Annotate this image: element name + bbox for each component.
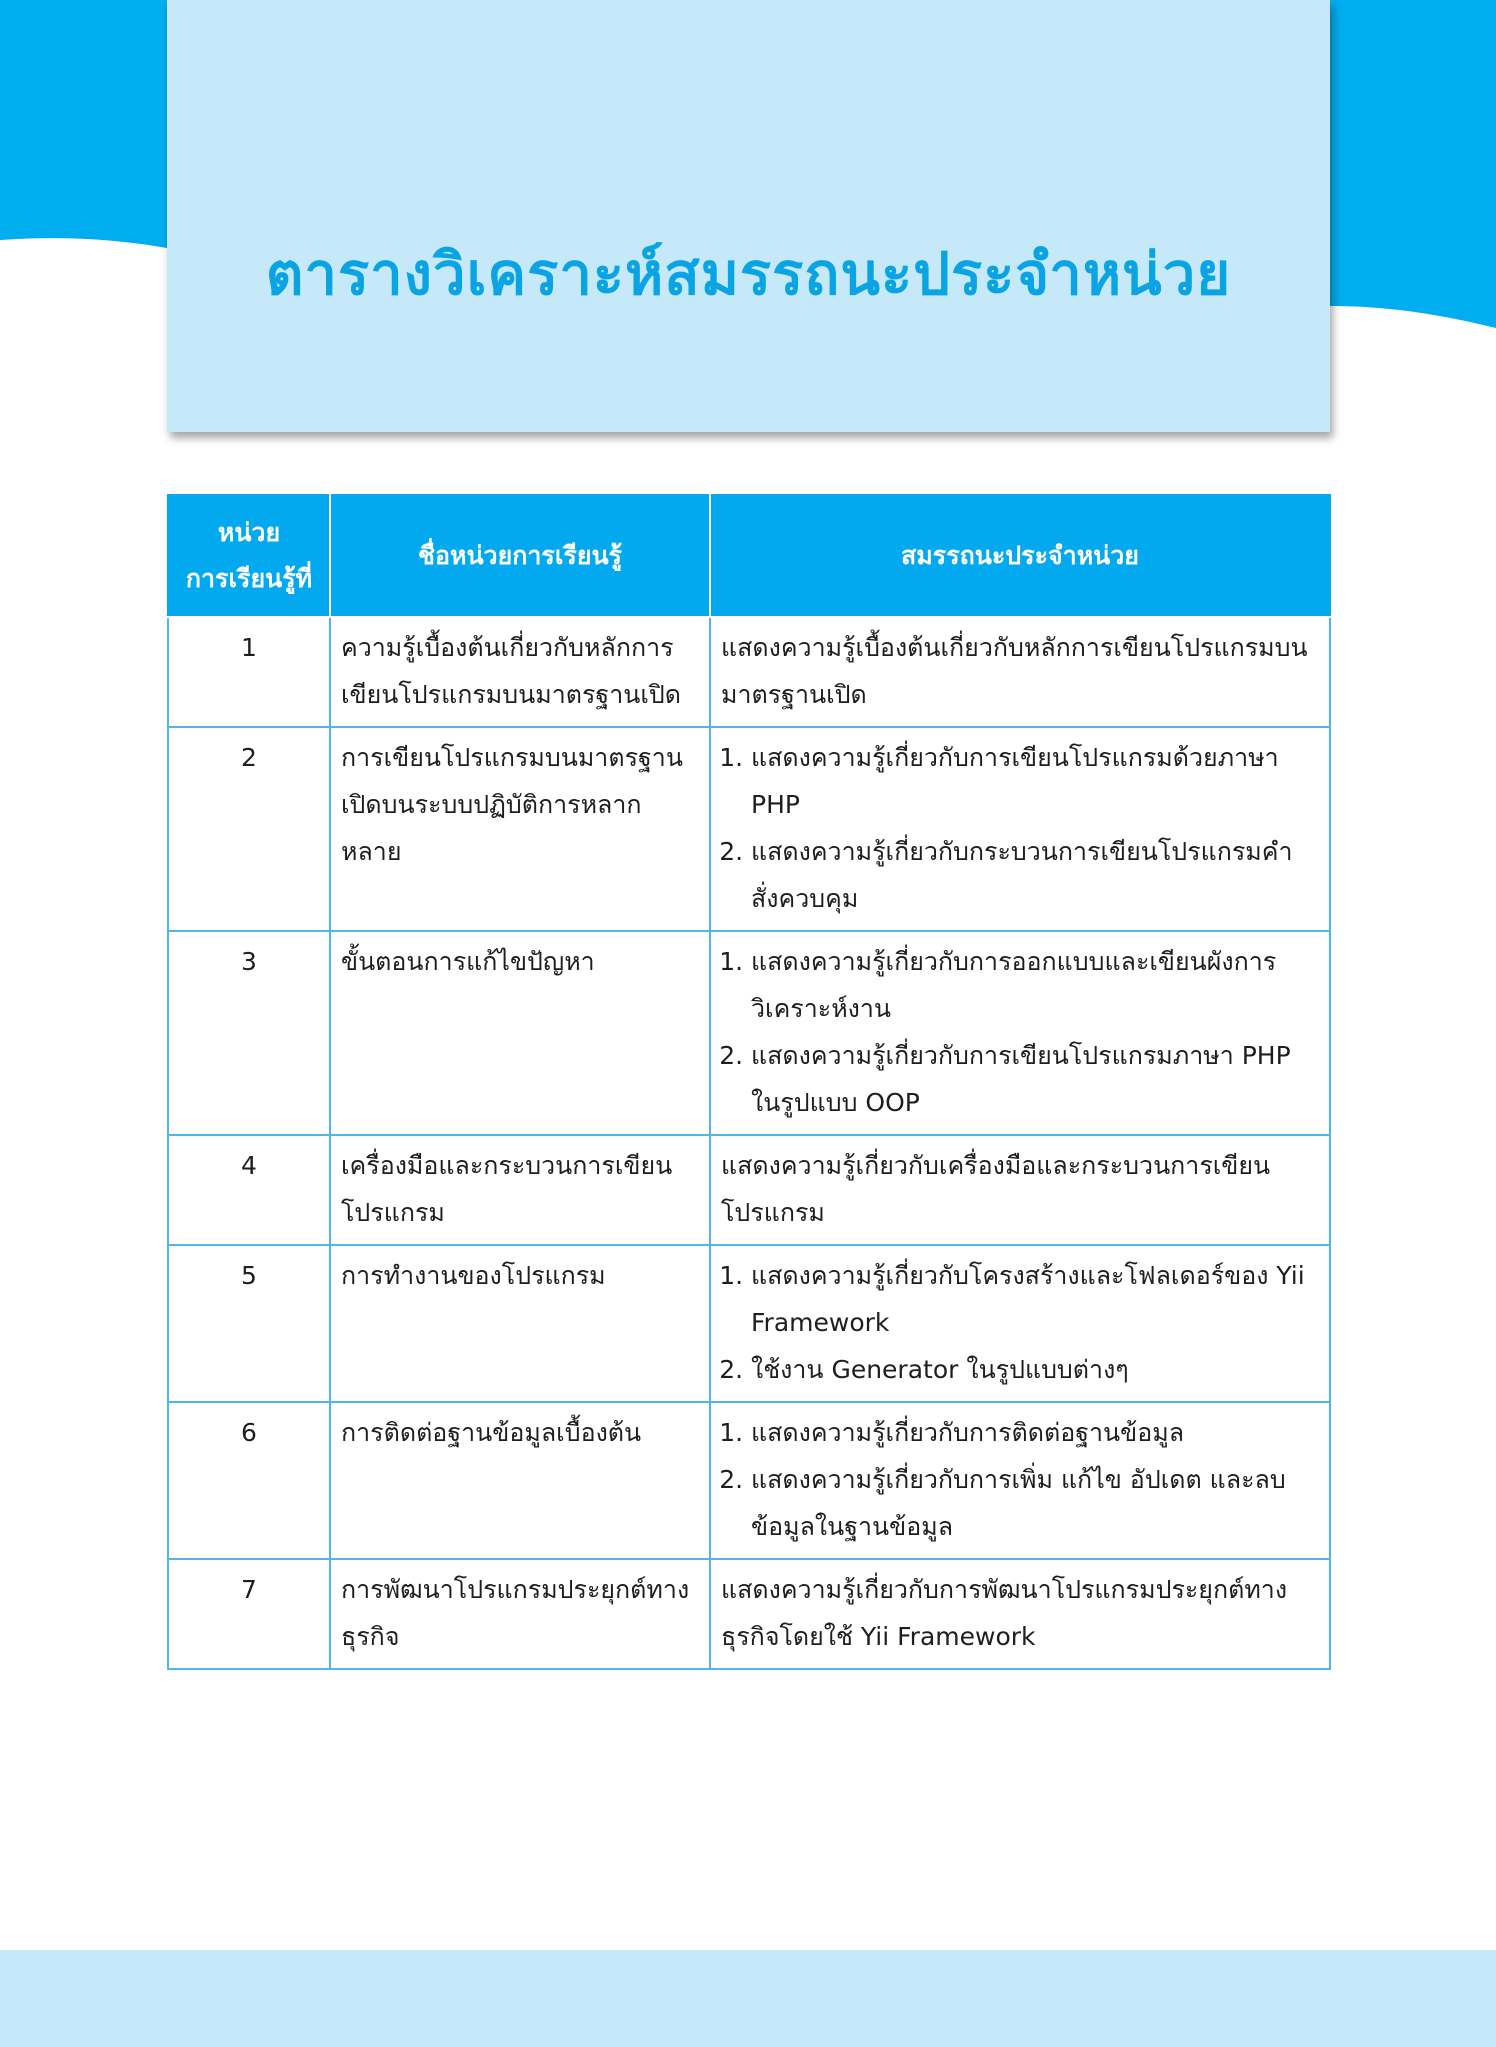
table-row [168,1559,1330,1669]
competency-item: 2. แสดงความรู้เกี่ยวกับการเขียนโปรแกรมภาษา PHP ในรูปแบบ OOP [751,1032,1319,1126]
unit-competency [710,931,1330,1135]
competency-item: 1. แสดงความรู้เกี่ยวกับการติดต่อฐานข้อมูล [751,1409,1319,1456]
unit-competency [710,727,1330,931]
header-unit-name: ชื่อหน่วยการเรียนรู้ [330,495,710,617]
table-row [168,1402,1330,1559]
page-title: ตารางวิเคราะห์สมรรถนะประจำหน่วย [265,240,1232,308]
unit-competency: แสดงความรู้เบื้องต้นเกี่ยวกับหลักการเขียนโปรแกรมบนมาตรฐานเปิด [710,617,1330,727]
unit-name: การทำงานของโปรแกรม [330,1245,710,1402]
unit-name: การพัฒนาโปรแกรมประยุกต์ทางธุรกิจ [330,1559,710,1669]
title-card [167,0,1330,432]
unit-name: ความรู้เบื้องต้นเกี่ยวกับหลักการเขียนโปรแกรมบนมาตรฐานเปิด [330,617,710,727]
unit-name: การเขียนโปรแกรมบนมาตรฐานเปิดบนระบบปฏิบัติการหลากหลาย [330,727,710,931]
table-row [168,931,1330,1135]
competency-table [167,494,1331,1670]
competency-list [721,1409,1319,1550]
unit-competency: แสดงความรู้เกี่ยวกับการพัฒนาโปรแกรมประยุกต์ทางธุรกิจโดยใช้ Yii Framework [710,1559,1330,1669]
competency-list [721,1252,1319,1393]
competency-item: 1. แสดงความรู้เกี่ยวกับการออกแบบและเขียนผังการวิเคราะห์งาน [751,938,1319,1032]
header-competency: สมรรถนะประจำหน่วย [710,495,1330,617]
competency-item: 2. ใช้งาน Generator ในรูปแบบต่างๆ [751,1346,1319,1393]
unit-competency [710,1245,1330,1402]
unit-competency: แสดงความรู้เกี่ยวกับเครื่องมือและกระบวนการเขียนโปรแกรม [710,1135,1330,1245]
bottom-band [0,1950,1496,2047]
table-header-row [168,495,1330,617]
table-row [168,1245,1330,1402]
unit-number: 1 [168,617,330,727]
unit-number: 7 [168,1559,330,1669]
table-row [168,617,1330,727]
unit-number: 4 [168,1135,330,1245]
unit-competency [710,1402,1330,1559]
competency-table-container [167,494,1329,1670]
unit-number: 6 [168,1402,330,1559]
competency-item: 1. แสดงความรู้เกี่ยวกับโครงสร้างและโฟลเดอร์ของ Yii Framework [751,1252,1319,1346]
competency-item: 1. แสดงความรู้เกี่ยวกับการเขียนโปรแกรมด้วยภาษา PHP [751,734,1319,828]
competency-item: 2. แสดงความรู้เกี่ยวกับการเพิ่ม แก้ไข อัปเดต และลบข้อมูลในฐานข้อมูล [751,1456,1319,1550]
table-row [168,727,1330,931]
unit-name: ขั้นตอนการแก้ไขปัญหา [330,931,710,1135]
competency-list [721,938,1319,1126]
unit-name: การติดต่อฐานข้อมูลเบื้องต้น [330,1402,710,1559]
header-unit-number [168,495,330,617]
header-unit-line1: หน่วย [217,518,281,547]
table-row [168,1135,1330,1245]
unit-number: 5 [168,1245,330,1402]
competency-list [721,734,1319,922]
unit-name: เครื่องมือและกระบวนการเขียนโปรแกรม [330,1135,710,1245]
competency-item: 2. แสดงความรู้เกี่ยวกับกระบวนการเขียนโปรแกรมคำสั่งควบคุม [751,828,1319,922]
unit-number: 2 [168,727,330,931]
header-unit-line2: การเรียนรู้ที่ [185,564,313,593]
unit-number: 3 [168,931,330,1135]
